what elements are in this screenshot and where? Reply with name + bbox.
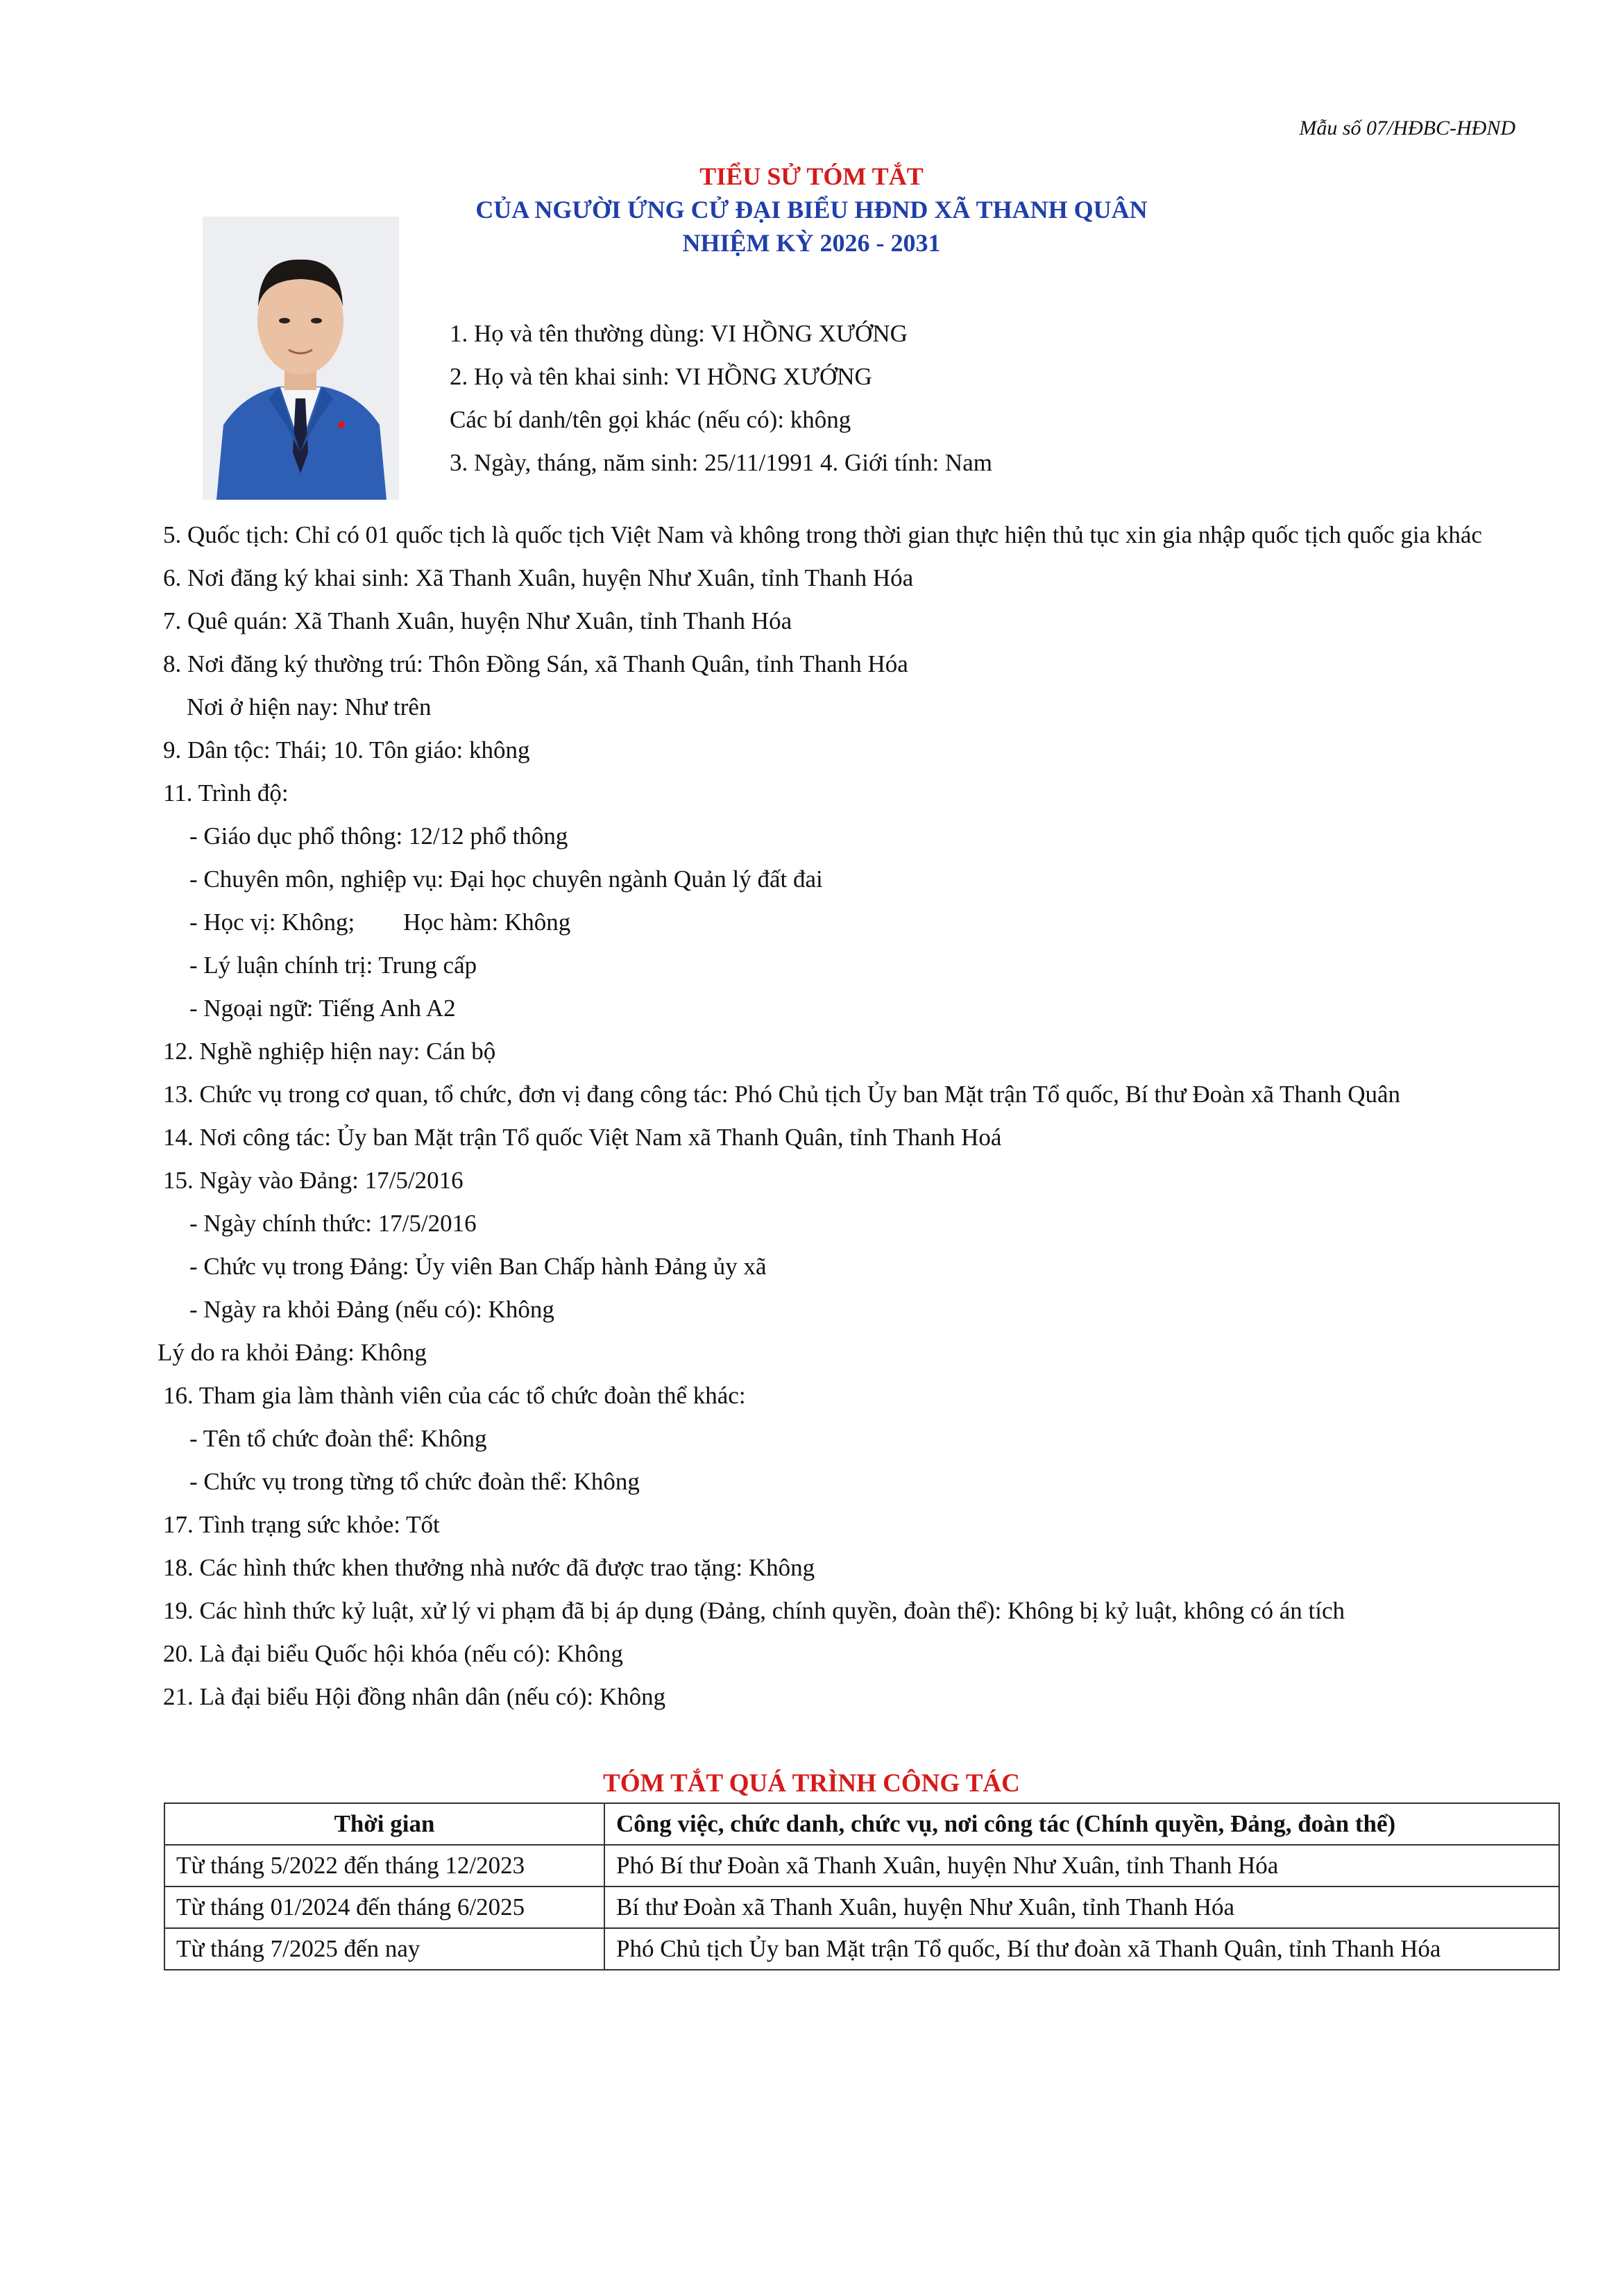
work-history-title: TÓM TẮT QUÁ TRÌNH CÔNG TÁC — [603, 1769, 1020, 1798]
table-cell-time: Từ tháng 7/2025 đến nay — [164, 1928, 604, 1970]
title-line-2: CỦA NGƯỜI ỨNG CỬ ĐẠI BIỂU HĐND XÃ THANH QUÂN — [475, 196, 1148, 223]
discipline: 19. Các hình thức kỷ luật, xử lý vi phạm đã bị áp dụng (Đảng, chính quyền, đoàn thể): Không bị kỷ luật, không có án tích — [163, 1597, 1345, 1624]
nationality: 5. Quốc tịch: Chỉ có 01 quốc tịch là quốc tịch Việt Nam và không trong thời gian thực hiện thủ tục xin gia nhập quốc tịch quốc gia khác — [163, 521, 1482, 548]
table-row — [164, 1886, 1559, 1928]
health: 17. Tình trạng sức khỏe: Tốt — [163, 1511, 440, 1538]
common-name: 1. Họ và tên thường dùng: VI HỒNG XƯỚNG — [450, 320, 908, 347]
national-assembly: 20. Là đại biểu Quốc hội khóa (nếu có): Không — [163, 1640, 623, 1667]
party-leave-date: - Ngày ra khỏi Đảng (nếu có): Không — [189, 1296, 554, 1323]
occupation: 12. Nghề nghiệp hiện nay: Cán bộ — [163, 1038, 496, 1065]
table-cell-time: Từ tháng 01/2024 đến tháng 6/2025 — [164, 1886, 604, 1928]
degree: - Học vị: Không; — [189, 909, 355, 936]
candidate-portrait-photo — [203, 217, 399, 500]
portrait-illustration — [203, 217, 399, 500]
column-header-role: Công việc, chức danh, chức vụ, nơi công tác (Chính quyền, Đảng, đoàn thể) — [604, 1803, 1559, 1845]
table-row — [164, 1845, 1559, 1886]
work-history-table — [164, 1803, 1560, 1970]
column-header-time: Thời gian — [164, 1803, 604, 1845]
header-info — [450, 312, 992, 484]
aliases: Các bí danh/tên gọi khác (nếu có): không — [450, 406, 851, 433]
foreign-language: - Ngoại ngữ: Tiếng Anh A2 — [189, 995, 456, 1022]
birth-registration: 6. Nơi đăng ký khai sinh: Xã Thanh Xuân, huyện Như Xuân, tỉnh Thanh Hóa — [163, 564, 914, 591]
profession: - Chuyên môn, nghiệp vụ: Đại học chuyên ngành Quản lý đất đai — [189, 866, 823, 893]
education-heading: 11. Trình độ: — [163, 779, 289, 807]
peoples-council: 21. Là đại biểu Hội đồng nhân dân (nếu có): Không — [163, 1683, 666, 1710]
table-cell-role: Phó Chủ tịch Ủy ban Mặt trận Tổ quốc, Bí thư đoàn xã Thanh Quân, tỉnh Thanh Hóa — [604, 1928, 1559, 1970]
form-number: Mẫu số 07/HĐBC-HĐND — [1299, 117, 1515, 140]
political-theory: - Lý luận chính trị: Trung cấp — [189, 952, 477, 979]
title-line-3: NHIỆM KỲ 2026 - 2031 — [682, 229, 941, 257]
degree-row — [163, 901, 1509, 944]
party-position: - Chức vụ trong Đảng: Ủy viên Ban Chấp hành Đảng ủy xã — [189, 1253, 767, 1280]
organization-name: - Tên tổ chức đoàn thể: Không — [189, 1425, 487, 1452]
biography-details — [158, 514, 1509, 1719]
current-residence: Nơi ở hiện nay: Như trên — [187, 693, 432, 720]
birth-name: 2. Họ và tên khai sinh: VI HỒNG XƯỚNG — [450, 363, 872, 390]
table-cell-role: Bí thư Đoàn xã Thanh Xuân, huyện Như Xuân, tỉnh Thanh Hóa — [604, 1886, 1559, 1928]
table-cell-time: Từ tháng 5/2022 đến tháng 12/2023 — [164, 1845, 604, 1886]
awards: 18. Các hình thức khen thưởng nhà nước đã được trao tặng: Không — [163, 1554, 815, 1581]
permanent-residence: 8. Nơi đăng ký thường trú: Thôn Đồng Sán, xã Thanh Quân, tỉnh Thanh Hóa — [163, 650, 908, 677]
table-cell-role: Phó Bí thư Đoàn xã Thanh Xuân, huyện Như Xuân, tỉnh Thanh Hóa — [604, 1845, 1559, 1886]
position: 13. Chức vụ trong cơ quan, tổ chức, đơn vị đang công tác: Phó Chủ tịch Ủy ban Mặt trận Tổ quốc, Bí thư Đoàn xã Thanh Quân — [163, 1081, 1401, 1108]
table-row — [164, 1928, 1559, 1970]
organization-position: - Chức vụ trong từng tổ chức đoàn thể: Không — [189, 1468, 640, 1495]
title-line-1: TIỂU SỬ TÓM TẮT — [699, 162, 924, 190]
table-header-row — [164, 1803, 1559, 1845]
hometown: 7. Quê quán: Xã Thanh Xuân, huyện Như Xuân, tỉnh Thanh Hóa — [163, 607, 792, 634]
organizations-heading: 16. Tham gia làm thành viên của các tổ chức đoàn thể khác: — [163, 1382, 746, 1409]
general-education: - Giáo dục phổ thông: 12/12 phổ thông — [189, 822, 568, 850]
workplace: 14. Nơi công tác: Ủy ban Mặt trận Tổ quốc Việt Nam xã Thanh Quân, tỉnh Thanh Hoá — [163, 1124, 1002, 1151]
date-of-birth-gender: 3. Ngày, tháng, năm sinh: 25/11/1991 4. Giới tính: Nam — [450, 449, 992, 476]
party-official-date: - Ngày chính thức: 17/5/2016 — [189, 1210, 477, 1237]
ethnicity-religion: 9. Dân tộc: Thái; 10. Tôn giáo: không — [163, 736, 530, 763]
party-leave-reason: Lý do ra khỏi Đảng: Không — [158, 1339, 427, 1366]
academic-title: Học hàm: Không — [403, 909, 571, 936]
party-join-date: 15. Ngày vào Đảng: 17/5/2016 — [163, 1167, 464, 1194]
